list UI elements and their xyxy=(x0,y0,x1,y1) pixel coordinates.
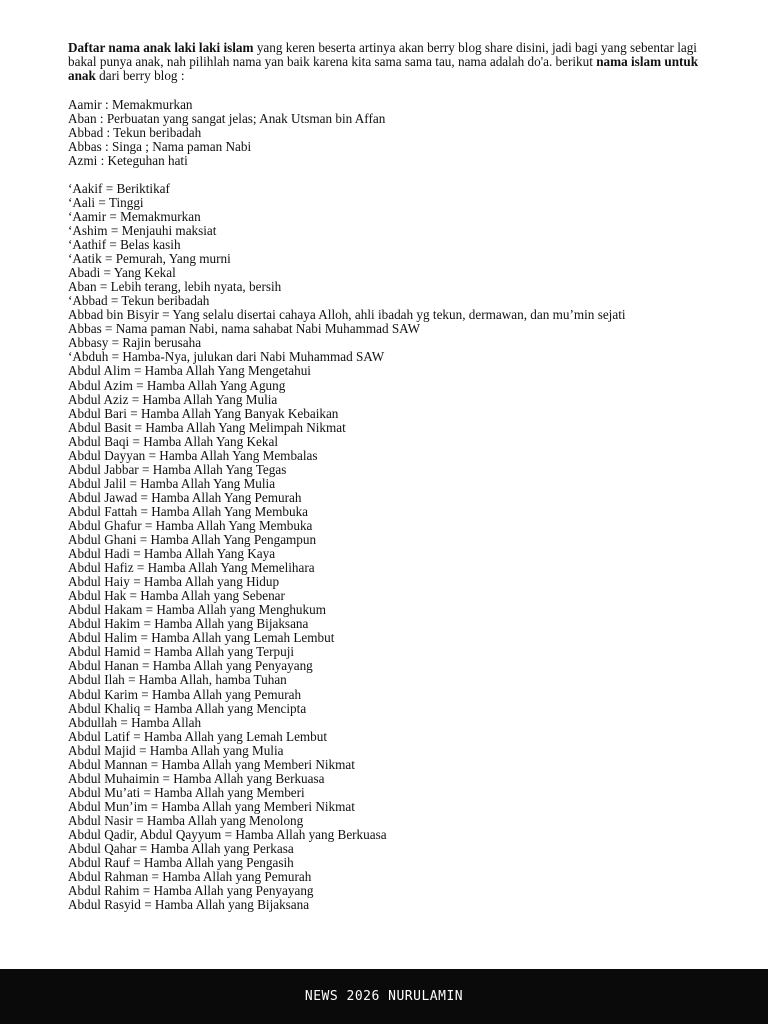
list-item: Abdul Ilah = Hamba Allah, hamba Tuhan xyxy=(68,672,287,688)
list-item: Abbad : Tekun beribadah xyxy=(68,124,202,140)
list-item: ‘Aathif = Belas kasih xyxy=(68,237,181,253)
list-item: Abdul Haiy = Hamba Allah yang Hidup xyxy=(68,574,280,590)
list-item: Abdul Majid = Hamba Allah yang Mulia xyxy=(68,742,284,758)
footer-text: NEWS 2026 NURULAMIN xyxy=(304,989,464,1004)
list-item: Abdul Khaliq = Hamba Allah yang Mencipta xyxy=(68,700,307,716)
list-item: Abdul Mannan = Hamba Allah yang Memberi Nikmat xyxy=(68,756,355,772)
list-item: Abdul Fattah = Hamba Allah Yang Membuka xyxy=(68,503,309,519)
list-item: Abdul Latif = Hamba Allah yang Lemah Lembut xyxy=(68,728,328,744)
intro-paragraph xyxy=(68,41,708,84)
list-item: ‘Ashim = Menjauhi maksiat xyxy=(68,222,217,238)
list-item: ‘Aakif = Beriktikaf xyxy=(68,180,170,196)
list-item: Abdul Rahim = Hamba Allah yang Penyayang xyxy=(68,883,314,899)
list-item: Aamir : Memakmurkan xyxy=(68,96,193,112)
list-item: Abdul Azim = Hamba Allah Yang Agung xyxy=(68,377,286,393)
list-item: Abdul Jawad = Hamba Allah Yang Pemurah xyxy=(68,489,302,505)
list-item: Abdul Basit = Hamba Allah Yang Melimpah Nikmat xyxy=(68,419,346,435)
list-item: ‘Aali = Tinggi xyxy=(68,194,144,210)
list-item: Abdul Karim = Hamba Allah yang Pemurah xyxy=(68,686,302,702)
list-item: Abdul Ghani = Hamba Allah Yang Pengampun xyxy=(68,532,317,548)
list-item: Abdul Mun’im = Hamba Allah yang Memberi Nikmat xyxy=(68,798,355,814)
list-item: Abdul Rahman = Hamba Allah yang Pemurah xyxy=(68,869,312,885)
list-item: ‘Abbad = Tekun beribadah xyxy=(68,293,210,309)
list-item: Abdul Baqi = Hamba Allah Yang Kekal xyxy=(68,433,278,449)
footer-banner xyxy=(0,969,768,1024)
name-list-full xyxy=(68,182,708,912)
list-item: ‘Aamir = Memakmurkan xyxy=(68,208,201,224)
list-item: Abdul Halim = Hamba Allah yang Lemah Lembut xyxy=(68,630,335,646)
list-item: Abdullah = Hamba Allah xyxy=(68,714,202,730)
intro-bold-title: Daftar nama anak laki laki islam xyxy=(68,40,254,55)
list-item: Abdul Hakam = Hamba Allah yang Menghukum xyxy=(68,602,326,618)
list-item: Abdul Nasir = Hamba Allah yang Menolong xyxy=(68,812,304,828)
intro-text-1: yang keren beserta artinya akan berry blog share disini, jadi bagi yang sebentar lagi bakal punya anak, nah pilihlah nama yan baik karena kita sama sama tau, nama adalah do'a. berikut xyxy=(68,40,697,70)
list-item: Azmi : Keteguhan hati xyxy=(68,152,188,168)
list-item: Abdul Qahar = Hamba Allah yang Perkasa xyxy=(68,841,294,857)
list-item: Abdul Hakim = Hamba Allah yang Bijaksana xyxy=(68,616,309,632)
document-page xyxy=(68,41,708,912)
list-item: Abbasy = Rajin berusaha xyxy=(68,335,202,351)
list-item: Abdul Dayyan = Hamba Allah Yang Membalas xyxy=(68,447,318,463)
list-item: Abdul Jabbar = Hamba Allah Yang Tegas xyxy=(68,461,287,477)
list-item: Abdul Hamid = Hamba Allah yang Terpuji xyxy=(68,644,295,660)
list-item: Abdul Mu’ati = Hamba Allah yang Memberi xyxy=(68,784,305,800)
list-item: ‘Abduh = Hamba-Nya, julukan dari Nabi Muhammad SAW xyxy=(68,349,385,365)
list-item: ‘Aatik = Pemurah, Yang murni xyxy=(68,251,231,267)
list-item: Abdul Aziz = Hamba Allah Yang Mulia xyxy=(68,391,278,407)
list-item: Abadi = Yang Kekal xyxy=(68,265,176,281)
intro-text-2: dari berry blog : xyxy=(95,68,185,84)
list-item: Abdul Qadir, Abdul Qayyum = Hamba Allah yang Berkuasa xyxy=(68,827,387,842)
list-item: Abdul Ghafur = Hamba Allah Yang Membuka xyxy=(68,517,313,533)
list-item: Abdul Alim = Hamba Allah Yang Mengetahui xyxy=(68,363,311,379)
list-item: Abbas = Nama paman Nabi, nama sahabat Nabi Muhammad SAW xyxy=(68,321,421,337)
list-item: Abdul Rasyid = Hamba Allah yang Bijaksana xyxy=(68,897,310,913)
list-item: Abdul Hanan = Hamba Allah yang Penyayang xyxy=(68,658,313,674)
list-item: Abdul Bari = Hamba Allah Yang Banyak Kebaikan xyxy=(68,405,339,421)
list-item: Abdul Hak = Hamba Allah yang Sebenar xyxy=(68,588,285,604)
list-item: Abdul Hadi = Hamba Allah Yang Kaya xyxy=(68,546,276,562)
list-item: Abbas : Singa ; Nama paman Nabi xyxy=(68,138,252,154)
list-item: Abdul Muhaimin = Hamba Allah yang Berkuasa xyxy=(68,770,325,786)
list-item: Abdul Jalil = Hamba Allah Yang Mulia xyxy=(68,475,276,491)
list-item: Aban : Perbuatan yang sangat jelas; Anak Utsman bin Affan xyxy=(68,110,386,126)
list-item: Abbad bin Bisyir = Yang selalu disertai cahaya Alloh, ahli ibadah yg tekun, dermawan, dan mu’min sejati xyxy=(68,307,626,323)
list-item: Abdul Rauf = Hamba Allah yang Pengasih xyxy=(68,855,294,871)
name-list-short xyxy=(68,98,708,168)
list-item: Abdul Hafiz = Hamba Allah Yang Memelihara xyxy=(68,560,315,576)
intro-bold-phrase: nama islam untuk anak xyxy=(68,54,699,84)
list-item: Aban = Lebih terang, lebih nyata, bersih xyxy=(68,279,282,295)
